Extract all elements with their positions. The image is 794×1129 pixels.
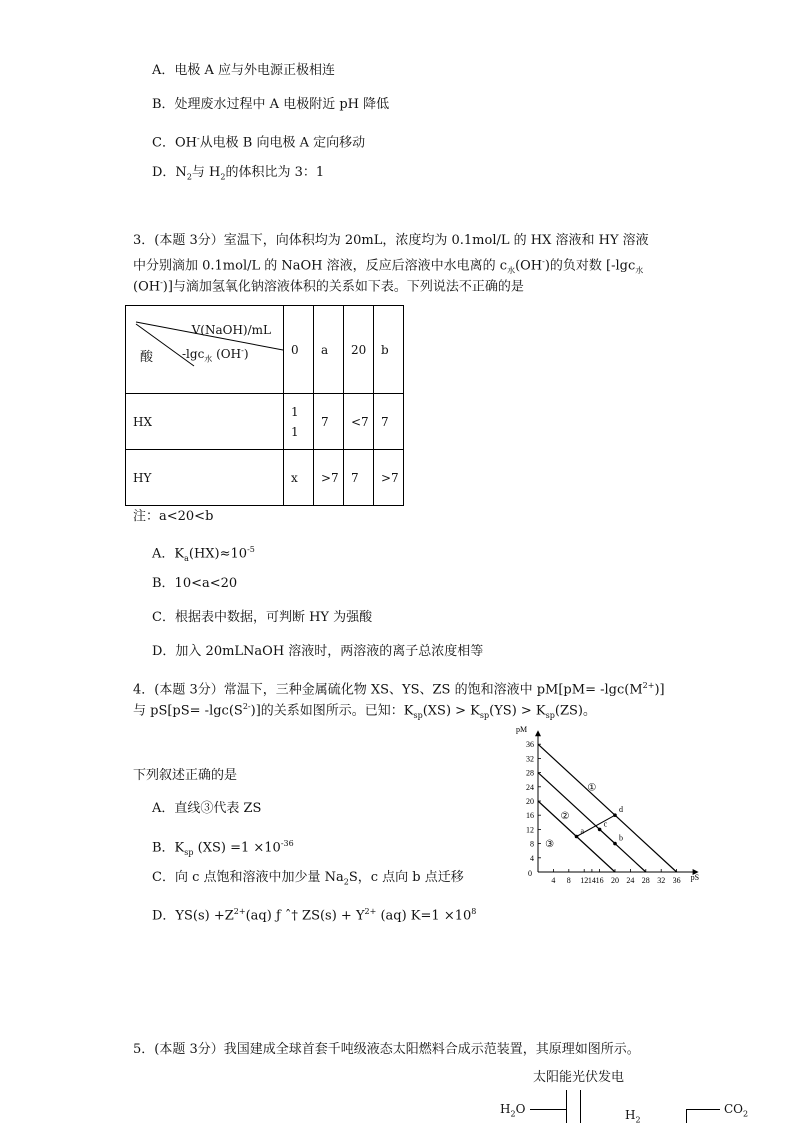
data-point-a <box>575 835 579 839</box>
x-tick-label: 32 <box>657 876 666 885</box>
x-axis-label: pS <box>690 873 700 882</box>
q3-note: 注：a<20<b <box>133 509 214 524</box>
q3-option-b: B．10<a<20 <box>152 576 238 591</box>
row-label: HX <box>126 394 284 450</box>
q3-stem-line1: 3．(本题 3分）室温下，向体积均为 20mL，浓度均为 0.1mol/L 的 HX 溶液和 HY 溶液 <box>133 233 649 248</box>
q3-data-table <box>125 305 404 506</box>
point-label-a: a <box>580 826 585 836</box>
data-point-d <box>613 813 617 817</box>
q2-option-d: D．$N_2$与 $H_2$的体积比为 3：1 <box>152 165 325 182</box>
q3-stem-line2: 中分别滴加 0.1mol/L 的 NaOH 溶液，反应后溶液中水电离的 $c_水(OH^-)$的负对数 [-lgc$_水$ <box>133 257 644 275</box>
table-cell: 7 <box>344 450 374 506</box>
point-label-d: d <box>619 805 623 815</box>
q4-stem-line2: 与 $pS[pS= -\lg c(S^{2-})]$的关系如图所示。已知：$K_{sp}(XS) > K_{sp}(YS) > K_{sp}(ZS)$。 <box>133 702 596 720</box>
y-tick-label: 28 <box>526 768 534 778</box>
co2-line-vertical <box>686 1109 687 1123</box>
diagram-divider-left <box>566 1090 567 1123</box>
series-label: ② <box>560 810 570 822</box>
table-cell: 1 1 <box>284 394 314 450</box>
series-label: ③ <box>545 839 555 851</box>
q4-stem-line1: 4．(本题 3分）常温下，三种金属硫化物 XS、YS、ZS 的饱和溶液中 $pM[pM= -\lg c(M^{2+})]$ <box>133 681 665 698</box>
q2-option-c: C．OH-从电极 B 向电极 A 定向移动 <box>152 134 366 151</box>
q4-option-c: C．向 c 点饱和溶液中加少量 $Na_2S$，c 点向 b 点迁移 <box>152 870 464 887</box>
diagram-divider-right <box>580 1090 581 1123</box>
q5-diagram-title: 太阳能光伏发电 <box>533 1070 625 1085</box>
origin-label: 0 <box>528 869 532 878</box>
table-cell: >7 <box>314 450 344 506</box>
y-axis-label: pM <box>516 725 528 735</box>
y-tick-label: 24 <box>526 782 534 792</box>
x-tick-label: 4 <box>551 876 556 885</box>
y-axis-arrow <box>535 730 541 736</box>
q3-stem-line3: (OH-)]与滴加氢氧化钠溶液体积的关系如下表。下列说法不正确的是 <box>133 278 524 295</box>
y-tick-label: 36 <box>526 740 534 750</box>
data-point-c <box>598 828 602 832</box>
q4-option-b: B．$K_{sp}$ $(XS) =1 \times 10^{-36}$ <box>152 839 294 857</box>
q3-option-d: D．加入 20mLNaOH 溶液时，两溶液的离子总浓度相等 <box>152 644 484 659</box>
col-header: 20 <box>344 306 374 394</box>
q3-option-c: C．根据表中数据，可判断 HY 为强酸 <box>152 610 373 625</box>
h2o-line <box>530 1109 566 1110</box>
q4-psp-chart <box>508 720 698 890</box>
q5-h2-label: $H_2$ <box>625 1108 641 1125</box>
q2-option-a: A．电极 A 应与外电源正极相连 <box>152 63 336 78</box>
q4-question: 下列叙述正确的是 <box>133 768 238 783</box>
data-point-b <box>613 842 617 846</box>
y-tick-label: 12 <box>526 825 534 835</box>
q5-stem: 5．(本题 3分）我国建成全球首套千吨级液态太阳燃料合成示范装置，其原理如图所示。 <box>133 1042 640 1057</box>
x-tick-label: 16 <box>595 876 604 885</box>
col-header: a <box>314 306 344 394</box>
y-tick-label: 8 <box>530 839 534 849</box>
table-cell: >7 <box>374 450 404 506</box>
q5-co2-label: $CO_2$ <box>724 1102 749 1119</box>
x-tick-label: 24 <box>626 876 635 885</box>
q5-h2o-label: $H_2O$ <box>500 1102 526 1119</box>
q3-option-a: A．$K_a(HX)\approx 10^{-5}$ <box>152 545 255 563</box>
table-cell: x <box>284 450 314 506</box>
y-tick-label: 16 <box>526 811 534 821</box>
x-tick-label: 28 <box>641 876 650 885</box>
col-header: b <box>374 306 404 394</box>
q4-option-d: D．$YS(s) +Z^{2+}(aq)$ ƒ ˆ† $ZS(s) + Y^{2+}$ (aq) $K=1 \times 10^8$ <box>152 907 477 924</box>
x-tick-label: 8 <box>566 876 571 885</box>
col-header: 0 <box>284 306 314 394</box>
table-cell: 7 <box>314 394 344 450</box>
row-label: HY <box>126 450 284 506</box>
x-tick-label: 12 <box>580 876 589 885</box>
line-c-b <box>600 829 615 843</box>
series-line-1 <box>538 744 677 872</box>
x-tick-label: 14 <box>587 876 596 885</box>
point-label-c: c <box>603 819 608 829</box>
table-diagonal-header: V(NaOH)/mL 酸 -lgc$_水$ (OH-) <box>126 306 284 394</box>
y-tick-label: 20 <box>526 797 534 806</box>
table-cell: 7 <box>374 394 404 450</box>
y-tick-label: 4 <box>530 853 534 863</box>
y-tick-label: 32 <box>526 754 534 764</box>
point-label-b: b <box>619 833 623 843</box>
series-label: ① <box>587 782 597 794</box>
x-tick-label: 20 <box>611 876 619 885</box>
table-cell: <7 <box>344 394 374 450</box>
co2-line <box>686 1109 720 1110</box>
x-tick-label: 36 <box>672 876 681 885</box>
q2-option-b: B．处理废水过程中 A 电极附近 pH 降低 <box>152 97 390 112</box>
q4-option-a: A．直线③代表 ZS <box>152 801 262 816</box>
